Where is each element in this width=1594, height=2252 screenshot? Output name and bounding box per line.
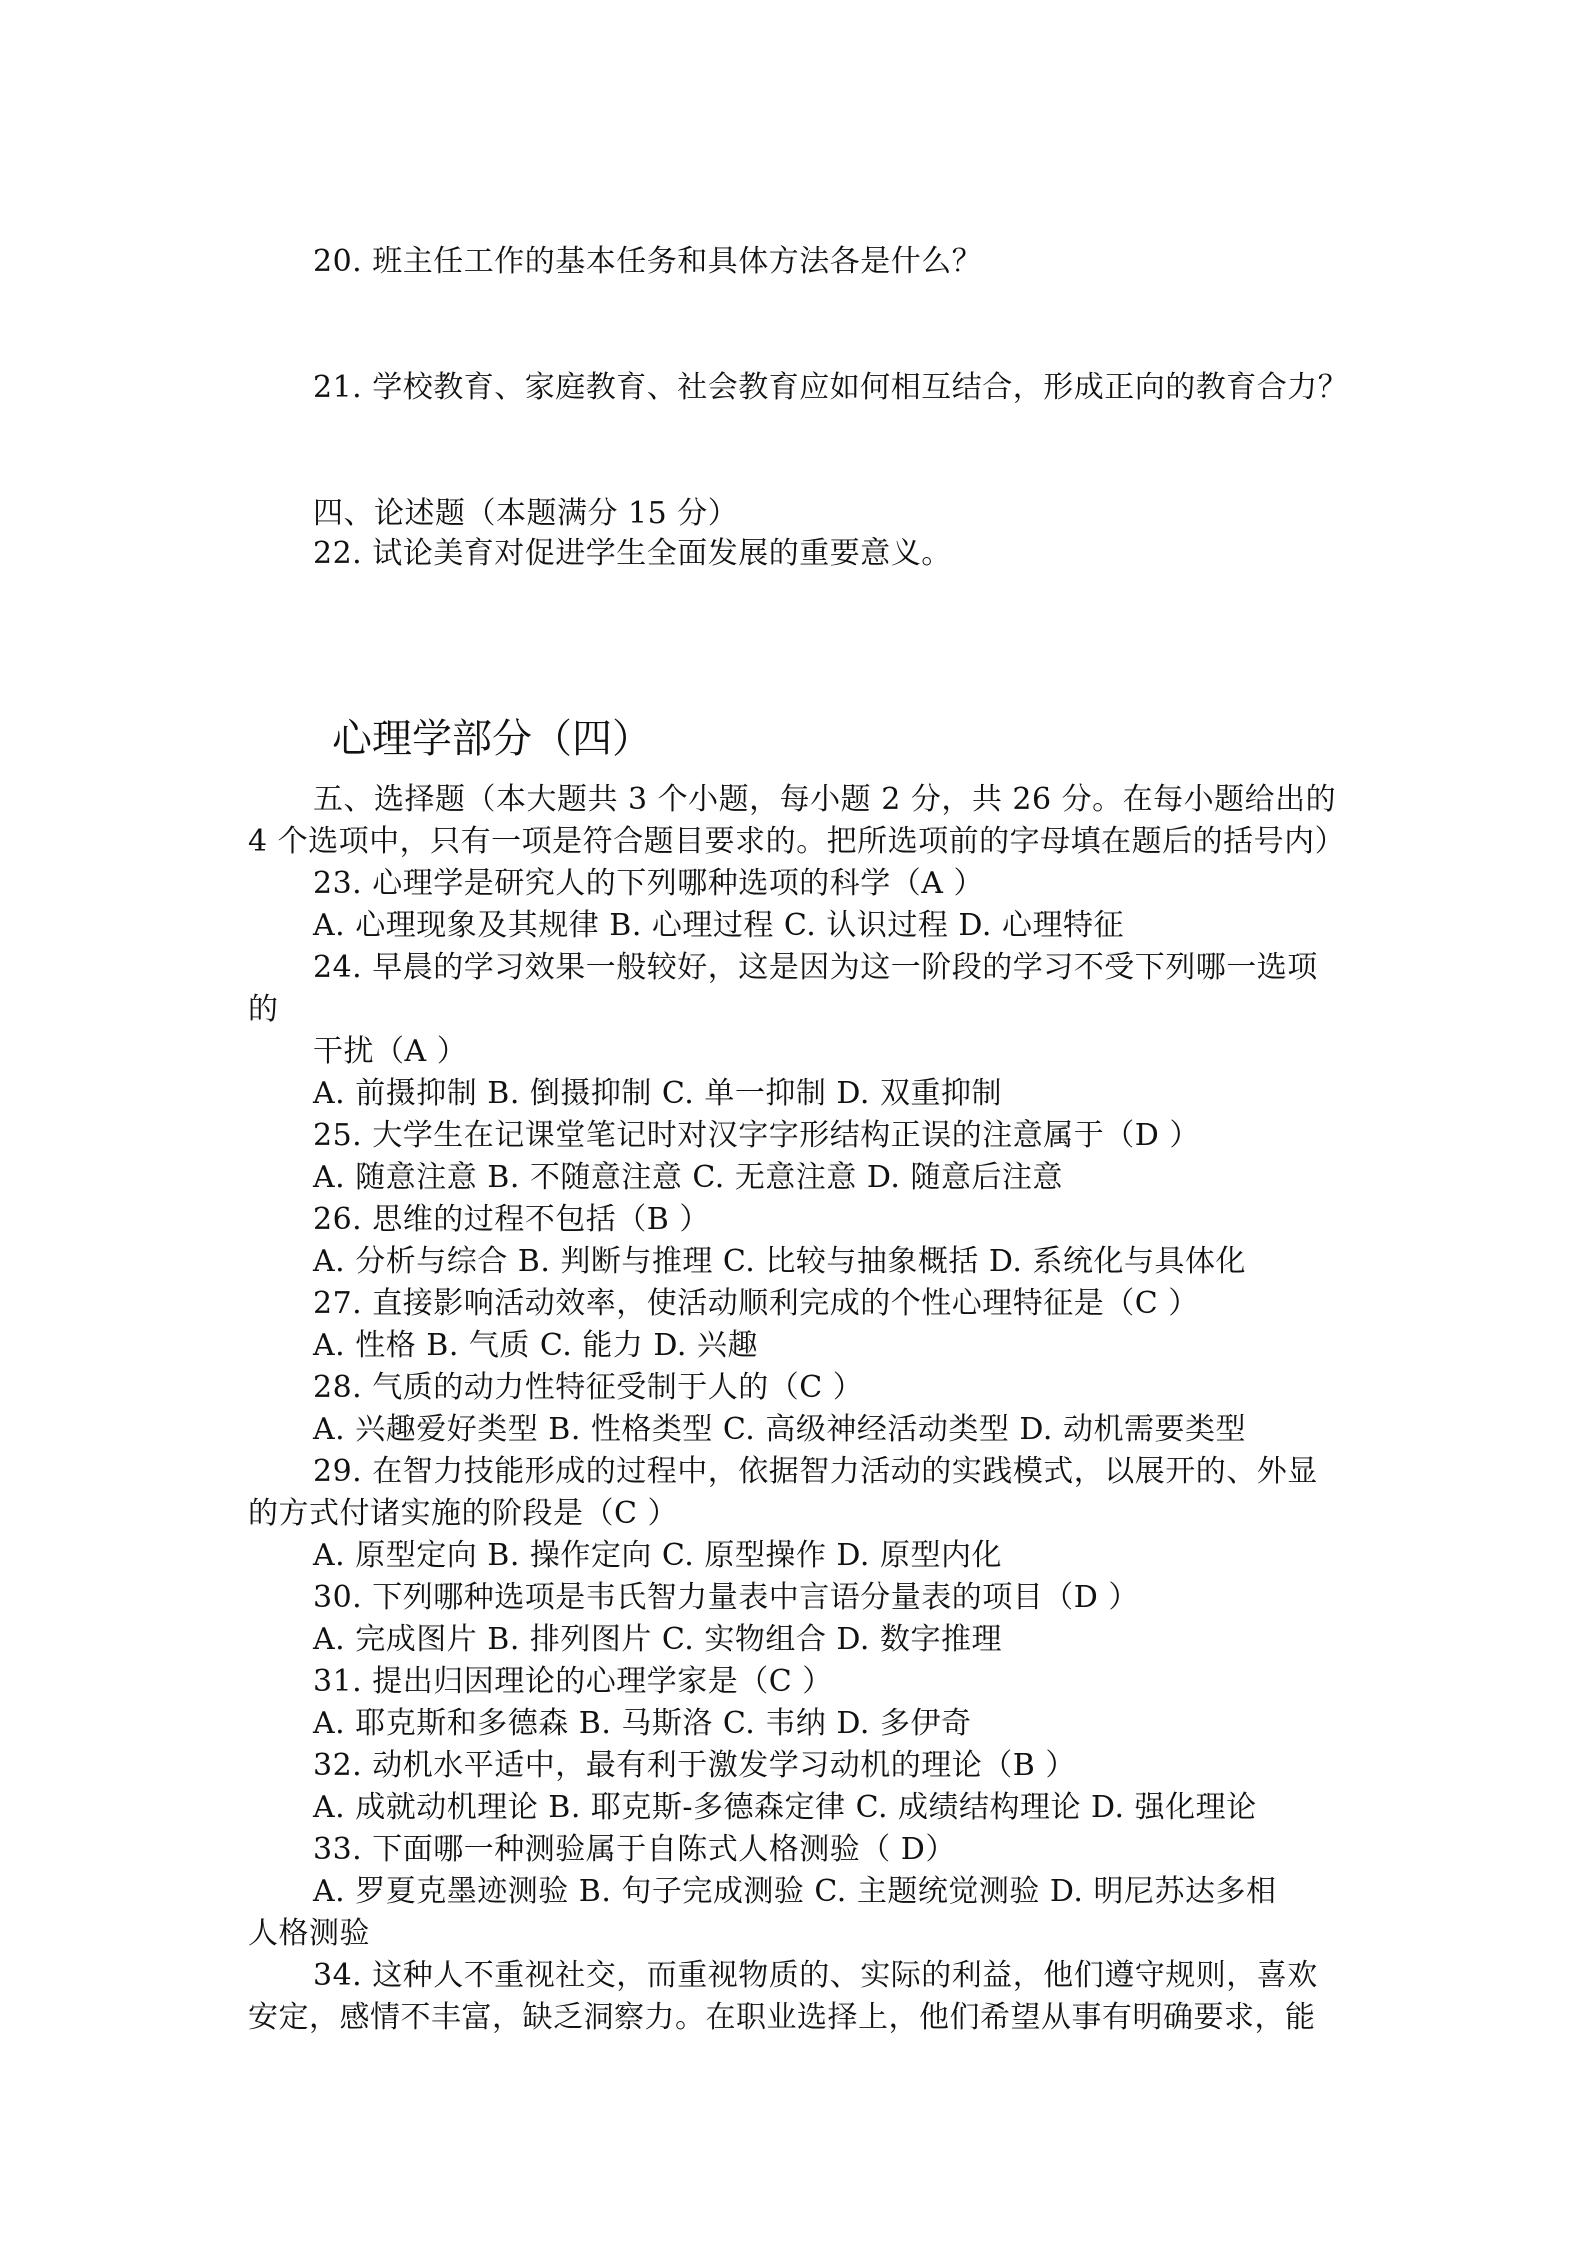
answer-options-line: A. 耶克斯和多德森 B. 马斯洛 C. 韦纳 D. 多伊奇 [313,1706,972,1741]
question-21: 21. 学校教育、家庭教育、社会教育应如何相互结合，形成正向的教育合力？ [313,370,1349,405]
answer-options-line: A. 完成图片 B. 排列图片 C. 实物组合 D. 数字推理 [313,1622,1002,1657]
section-5-intro-line-1: 五、选择题（本大题共 3 个小题，每小题 2 分，共 26 分。在每小题给出的 [313,782,1337,817]
answer-options-line: A. 罗夏克墨迹测验 B. 句子完成测验 C. 主题统觉测验 D. 明尼苏达多相 [313,1874,1277,1909]
question-line: 33. 下面哪一种测验属于自陈式人格测验（ D） [313,1832,956,1867]
answer-options-line: A. 随意注意 B. 不随意注意 C. 无意注意 D. 随意后注意 [313,1160,1063,1195]
question-line: 的方式付诸实施的阶段是（C ） [248,1496,678,1531]
answer-options-line: A. 心理现象及其规律 B. 心理过程 C. 认识过程 D. 心理特征 [313,908,1124,943]
answer-options-line: A. 成就动机理论 B. 耶克斯-多德森定律 C. 成绩结构理论 D. 强化理论 [313,1790,1257,1825]
question-20: 20. 班主任工作的基本任务和具体方法各是什么？ [313,244,983,279]
question-line: 31. 提出归因理论的心理学家是（C ） [313,1664,833,1699]
psychology-section-heading: 心理学部分（四） [332,716,652,762]
question-line: 干扰（A ） [313,1034,468,1069]
question-line: 25. 大学生在记课堂笔记时对汉字字形结构正误的注意属于（D ） [313,1118,1200,1153]
question-22: 22. 试论美育对促进学生全面发展的重要意义。 [313,536,952,571]
question-line: 人格测验 [248,1916,370,1951]
section-5-intro-line-2: 4 个选项中，只有一项是符合题目要求的。把所选项前的字母填在题后的括号内） [248,824,1346,859]
question-line: 24. 早晨的学习效果一般较好，这是因为这一阶段的学习不受下列哪一选项 [313,950,1318,985]
question-line: 27. 直接影响活动效率，使活动顺利完成的个性心理特征是（C ） [313,1286,1199,1321]
question-line: 28. 气质的动力性特征受制于人的（C ） [313,1370,864,1405]
question-line: 的 [248,992,279,1027]
question-line: 32. 动机水平适中，最有利于激发学习动机的理论（B ） [313,1748,1076,1783]
answer-options-line: A. 前摄抑制 B. 倒摄抑制 C. 单一抑制 D. 双重抑制 [313,1076,1002,1111]
question-line: 29. 在智力技能形成的过程中，依据智力活动的实践模式，以展开的、外显 [313,1454,1318,1489]
answer-options-line: A. 分析与综合 B. 判断与推理 C. 比较与抽象概括 D. 系统化与具体化 [313,1244,1246,1279]
question-line: 34. 这种人不重视社交，而重视物质的、实际的利益，他们遵守规则，喜欢 [313,1958,1318,1993]
answer-options-line: A. 原型定向 B. 操作定向 C. 原型操作 D. 原型内化 [313,1538,1002,1573]
section-4-title: 四、论述题（本题满分 15 分） [313,496,739,531]
question-line: 26. 思维的过程不包括（B ） [313,1202,710,1237]
question-line: 30. 下列哪种选项是韦氏智力量表中言语分量表的项目（D ） [313,1580,1139,1615]
answer-options-line: A. 性格 B. 气质 C. 能力 D. 兴趣 [313,1328,758,1363]
question-line: 23. 心理学是研究人的下列哪种选项的科学（A ） [313,866,984,901]
answer-options-line: A. 兴趣爱好类型 B. 性格类型 C. 高级神经活动类型 D. 动机需要类型 [313,1412,1246,1447]
question-line: 安定，感情不丰富，缺乏洞察力。在职业选择上，他们希望从事有明确要求，能 [248,2000,1316,2035]
